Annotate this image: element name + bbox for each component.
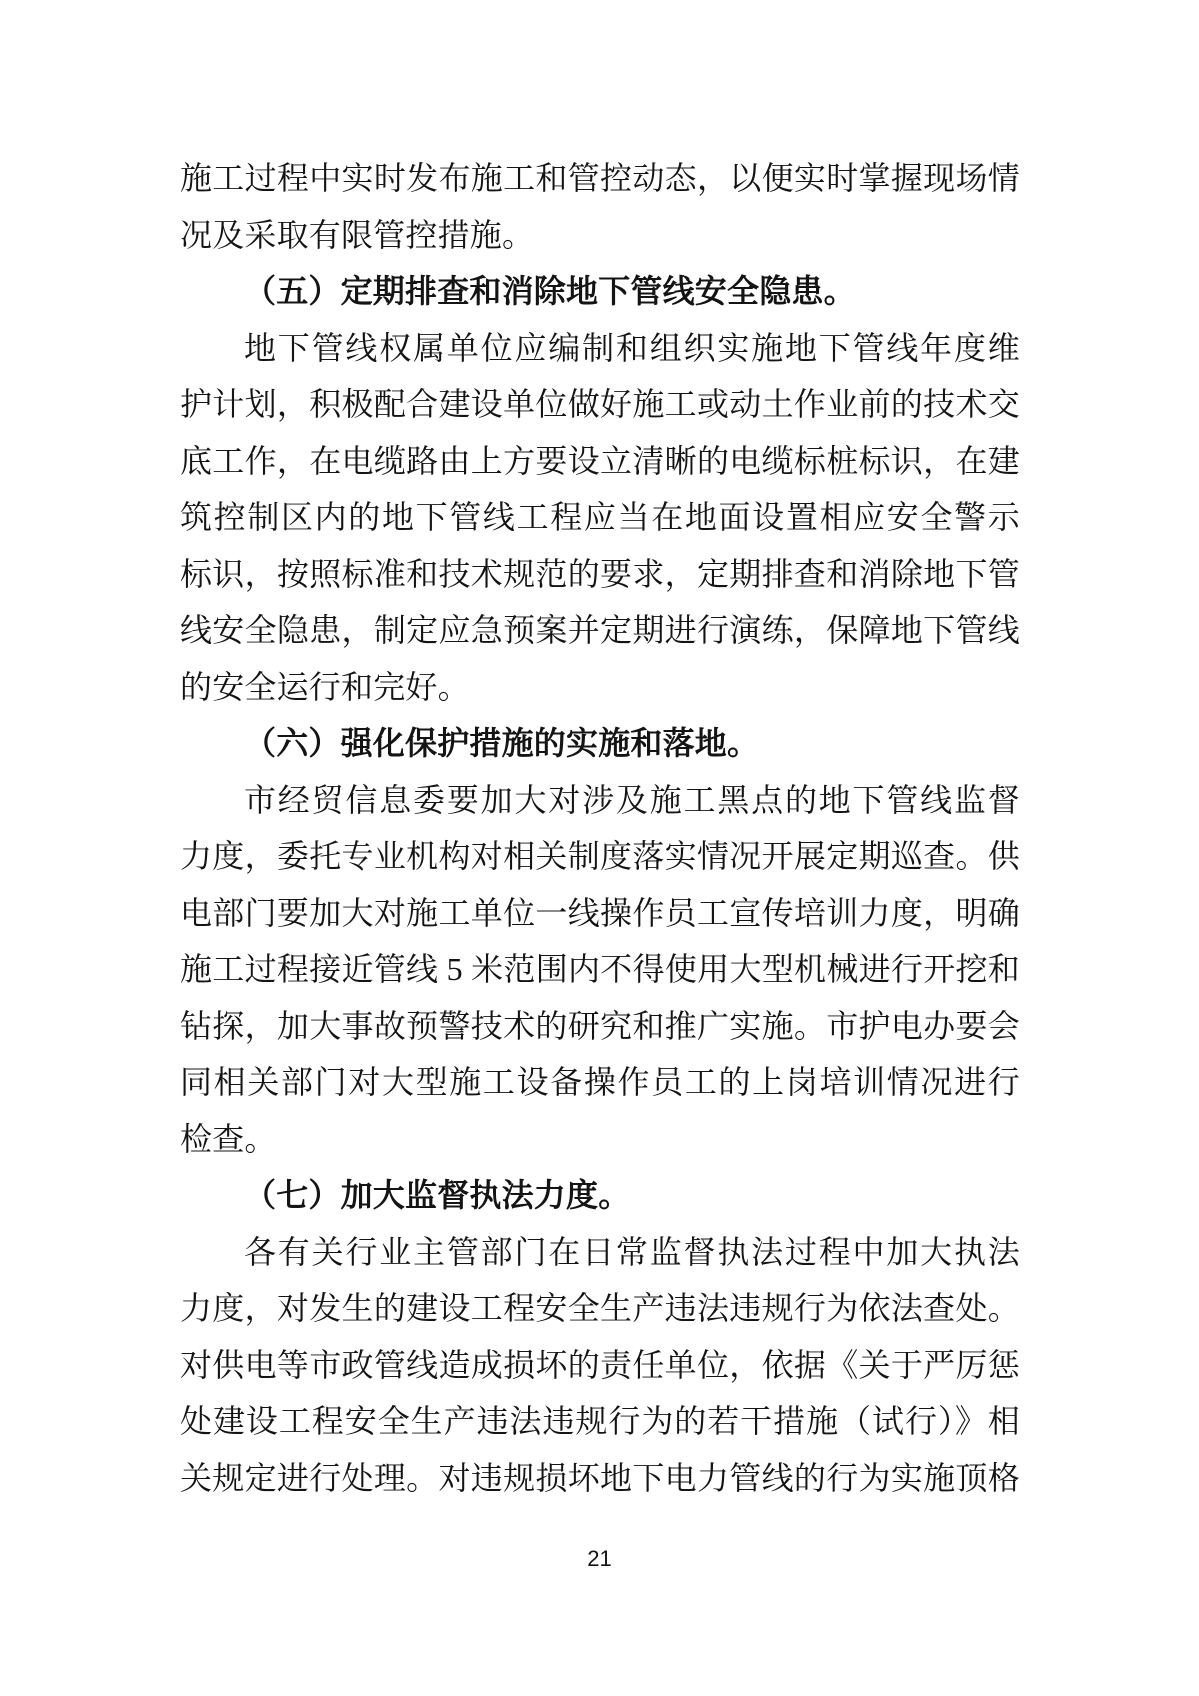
body-line: 底工作，在电缆路由上方要设立清晰的电缆标桩标识，在建: [180, 442, 1020, 479]
body-line: 市经贸信息委要加大对涉及施工黑点的地下管线监督: [244, 781, 1020, 818]
body-line: 线安全隐患，制定应急预案并定期进行演练，保障地下管线: [180, 612, 1020, 648]
body-line: 标识，按照标准和技术规范的要求，定期排查和消除地下管: [180, 555, 1020, 592]
body-line: 电部门要加大对施工单位一线操作员工宣传培训力度，明确: [180, 894, 1020, 931]
body-line: 筑控制区内的地下管线工程应当在地面设置相应安全警示: [180, 499, 1020, 535]
body-line: 对供电等市政管线造成损坏的责任单位，依据《关于严厉惩: [180, 1346, 1020, 1383]
body-line: 施工过程中实时发布施工和管控动态，以便实时掌握现场情: [180, 160, 1020, 196]
heading-line: （七）加大监督执法力度。: [244, 1177, 631, 1213]
heading-line: （六）强化保护措施的实施和落地。: [244, 725, 760, 761]
body-line: 况及采取有限管控措施。: [180, 216, 535, 253]
body-line: 关规定进行处理。对违规损坏地下电力管线的行为实施顶格: [180, 1459, 1020, 1496]
body-line: 各有关行业主管部门在日常监督执法过程中加大执法: [244, 1233, 1020, 1270]
body-line: 检查。: [180, 1120, 277, 1157]
body-line: 处建设工程安全生产违法违规行为的若干措施（试行）》相: [180, 1403, 1020, 1439]
body-line: 施工过程接近管线 5 米范围内不得使用大型机械进行开挖和: [180, 951, 1020, 987]
body-line: 力度，委托专业机构对相关制度落实情况开展定期巡查。供: [180, 838, 1020, 874]
body-line: 地下管线权属单位应编制和组织实施地下管线年度维: [244, 329, 1020, 366]
body-line: 力度，对发生的建设工程安全生产违法违规行为依法查处。: [180, 1290, 1020, 1326]
body-line: 钻探，加大事故预警技术的研究和推广实施。市护电办要会: [180, 1007, 1020, 1044]
page-number: 21: [587, 1546, 612, 1571]
body-line: 同相关部门对大型施工设备操作员工的上岗培训情况进行: [180, 1064, 1020, 1100]
heading-line: （五）定期排查和消除地下管线安全隐患。: [244, 273, 856, 309]
document-content: [180, 150, 1020, 1506]
body-line: 护计划，积极配合建设单位做好施工或动土作业前的技术交: [180, 386, 1020, 422]
body-line: 的安全运行和完好。: [180, 668, 470, 705]
